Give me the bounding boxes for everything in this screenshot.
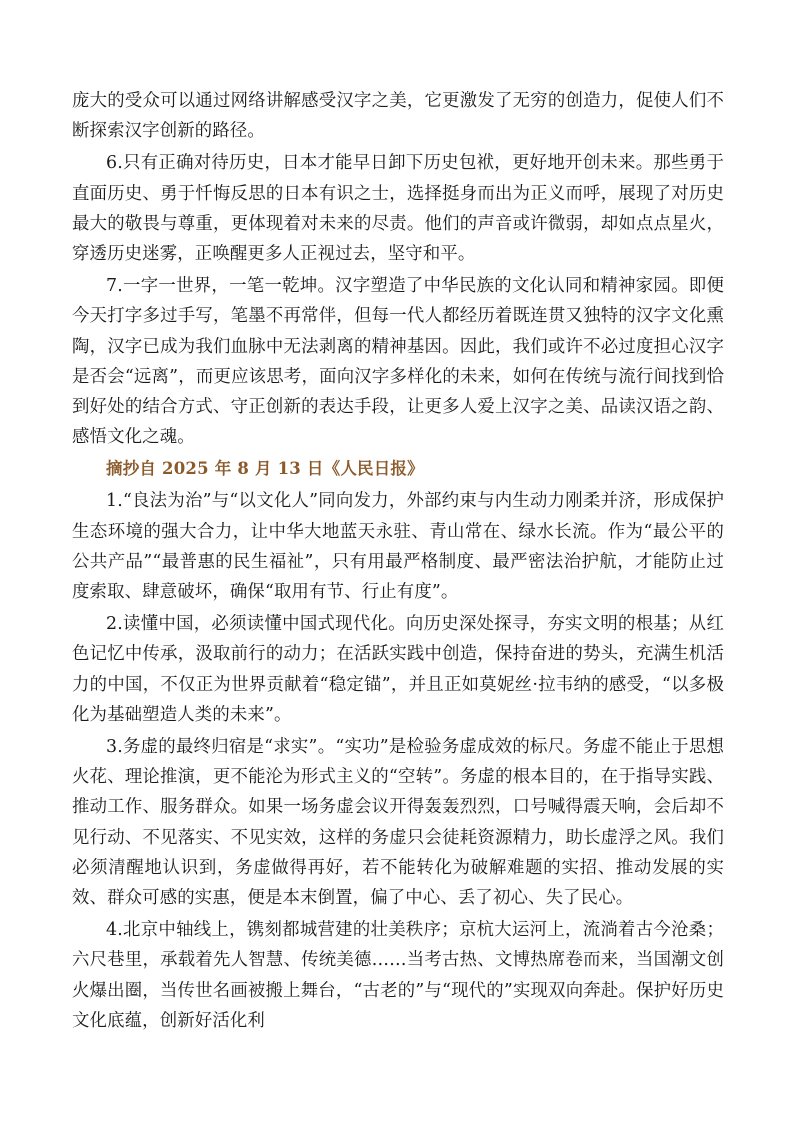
source-heading: 摘抄自 2025 年 8 月 13 日《人民日报》 bbox=[106, 459, 424, 479]
paragraph-3: 3.务虚的最终归宿是“求实”。“实功”是检验务虚成效的标尺。务虚不能止于思想火花、理论推演，更不能沦为形式主义的“空转”。务虚的根本目的，在于指导实践、推动工作、服务群众。如果一场务虚会议开得轰轰烈烈，口号喊得震天响，会后却不见行动、不见落实、不见实效，这样的务虚只会徒耗资源精力，助长虚浮之风。我们必须清醒地认识到，务虚做得再好，若不能转化为破解难题的实招、推动发展的实效、群众可感的实惠，便是本末倒置，偏了中心、丢了初心、失了民心。 bbox=[72, 737, 724, 909]
paragraph-6: 6.只有正确对待历史，日本才能早日卸下历史包袱，更好地开创未来。那些勇于直面历史、勇于忏悔反思的日本有识之士，选择挺身而出为正义而呼，展现了对历史最大的敬畏与尊重，更体现着对未来的尽责。他们的声音或许微弱，却如点点星火，穿透历史迷雾，正唤醒更多人正视过去，坚守和平。 bbox=[72, 153, 724, 265]
paragraph-1: 1.“良法为治”与“以文化人”同向发力，外部约束与内生动力刚柔并济，形成保护生态环境的强大合力，让中华大地蓝天永驻、青山常在、绿水长流。作为“最公平的公共产品”“最普惠的民生福祉”，只有用最严格制度、最严密法治护航，才能防止过度索取、肆意破坏，确保“取用有节、行止有度”。 bbox=[72, 491, 724, 603]
paragraph-4: 4.北京中轴线上，镌刻都城营建的壮美秩序；京杭大运河上，流淌着古今沧桑；六尺巷里，承载着先人智慧、传统美德……当考古热、文博热席卷而来，当国潮文创火爆出圈，当传世名画被搬上舞台，“古老的”与“现代的”实现双向奔赴。保护好历史文化底蕴，创新好活化利 bbox=[72, 920, 724, 1031]
paragraph-2: 2.读懂中国，必须读懂中国式现代化。向历史深处探寻，夯实文明的根基；从红色记忆中传承，汲取前行的动力；在活跃实践中创造，保持奋进的势头，充满生机活力的中国，不仅正为世界贡献着“稳定锚”，并且正如莫妮丝·拉韦纳的感受，“以多极化为基础塑造人类的未来”。 bbox=[72, 614, 724, 725]
paragraph-7: 7.一字一世界，一笔一乾坤。汉字塑造了中华民族的文化认同和精神家园。即便今天打字多过手写，笔墨不再常伴，但每一代人都经历着既连贯又独特的汉字文化熏陶，汉字已成为我们血脉中无法剥离的精神基因。因此，我们或许不必过度担心汉字是否会“远离”，而更应该思考，面向汉字多样化的未来，如何在传统与流行间找到恰到好处的结合方式、守正创新的表达手段，让更多人爱上汉字之美、品读汉语之韵、感悟文化之魂。 bbox=[72, 276, 724, 448]
document-page bbox=[72, 86, 724, 1038]
continued-paragraph: 庞大的受众可以通过网络讲解感受汉字之美，它更激发了无穷的创造力，促使人们不断探索汉字创新的路径。 bbox=[72, 91, 724, 142]
